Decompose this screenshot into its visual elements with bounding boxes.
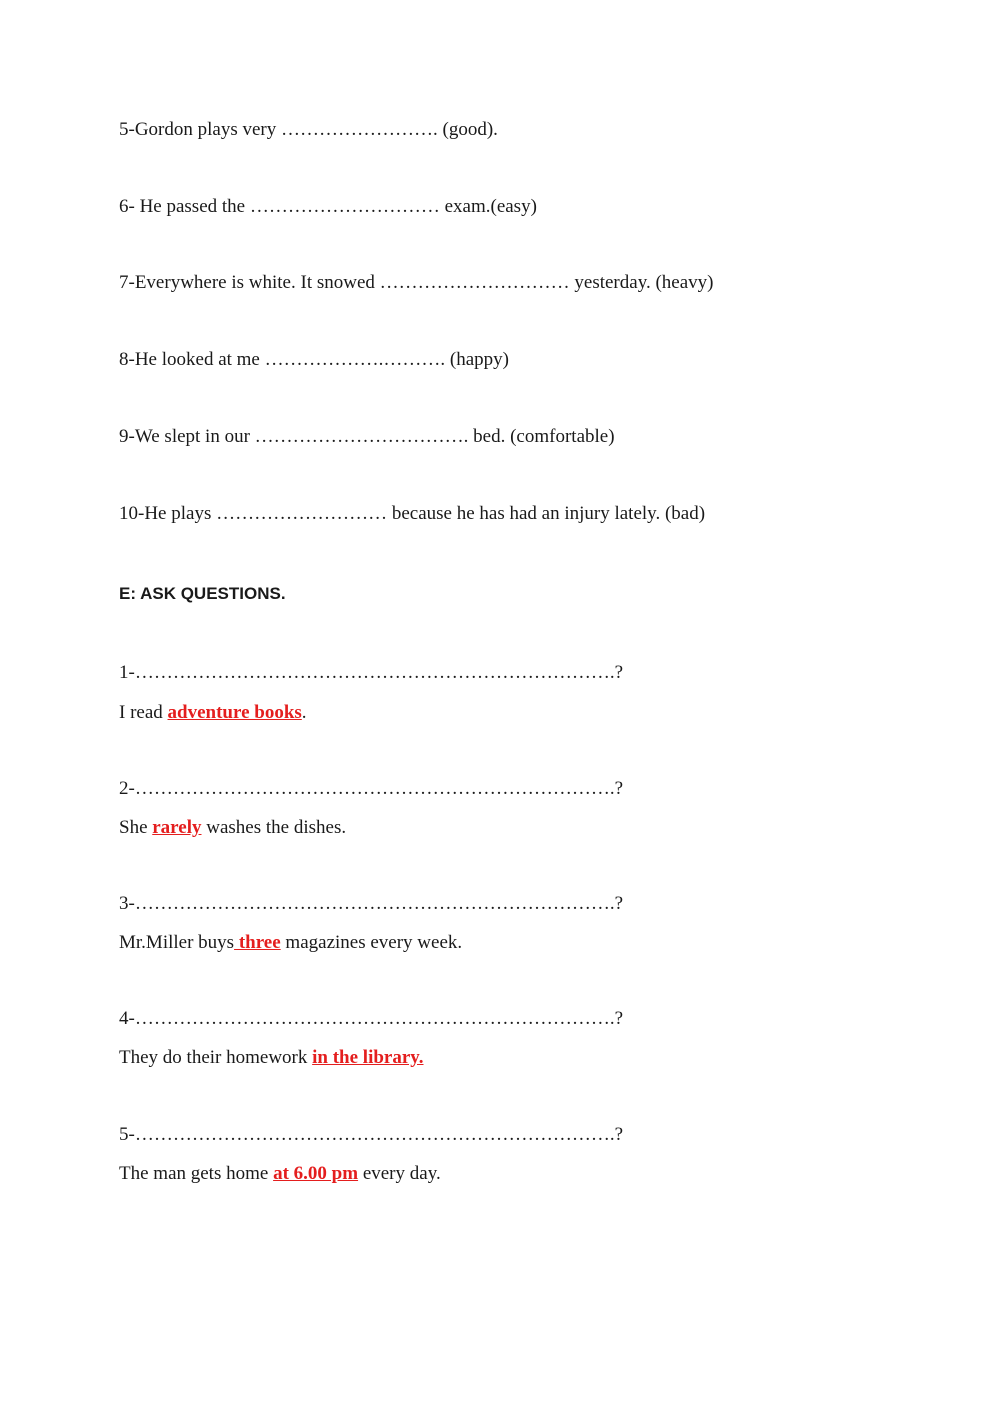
question-line-5: 5-………………………………………………………………….?: [119, 1124, 624, 1145]
section-e-heading: E: ASK QUESTIONS.: [119, 584, 286, 603]
answer-text: magazines every week.: [280, 932, 463, 953]
answer-highlight: at 6.00 pm: [273, 1163, 359, 1184]
answer-text: Mr.Miller buys: [119, 932, 235, 953]
exercise-item-6: 6- He passed the ………………………… exam.(easy): [119, 196, 537, 217]
answer-sentence-3: [119, 931, 462, 955]
answer-sentence-4: [119, 1046, 424, 1070]
answer-text: every day.: [358, 1163, 441, 1184]
answer-highlight: adventure books: [167, 702, 302, 723]
question-line-3: 3-………………………………………………………………….?: [119, 893, 624, 914]
answer-sentence-1: [119, 701, 307, 725]
answer-text: .: [301, 702, 307, 723]
question-line-2: 2-………………………………………………………………….?: [119, 778, 624, 799]
answer-highlight: rarely: [152, 817, 202, 838]
answer-text: I read: [119, 702, 168, 723]
question-line-1: 1-………………………………………………………………….?: [119, 662, 624, 683]
question-line-4: 4-………………………………………………………………….?: [119, 1008, 624, 1029]
answer-text: They do their homework: [119, 1047, 313, 1068]
exercise-item-5: 5-Gordon plays very ……………………. (good).: [119, 119, 498, 140]
exercise-item-9: 9-We slept in our ……………………………. bed. (comfortable): [119, 426, 615, 447]
answer-text: She: [119, 817, 153, 838]
answer-text: The man gets home: [119, 1163, 274, 1184]
exercise-item-7: 7-Everywhere is white. It snowed ………………………… yesterday. (heavy): [119, 272, 714, 293]
answer-highlight: three: [234, 932, 281, 953]
answer-highlight: in the library.: [312, 1047, 424, 1068]
answer-sentence-2: [119, 816, 346, 840]
exercise-item-8: 8-He looked at me ……………….………. (happy): [119, 349, 509, 370]
exercise-item-10: 10-He plays ……………………… because he has had an injury lately. (bad): [119, 503, 706, 524]
answer-text: washes the dishes.: [201, 817, 347, 838]
answer-sentence-5: [119, 1162, 441, 1186]
